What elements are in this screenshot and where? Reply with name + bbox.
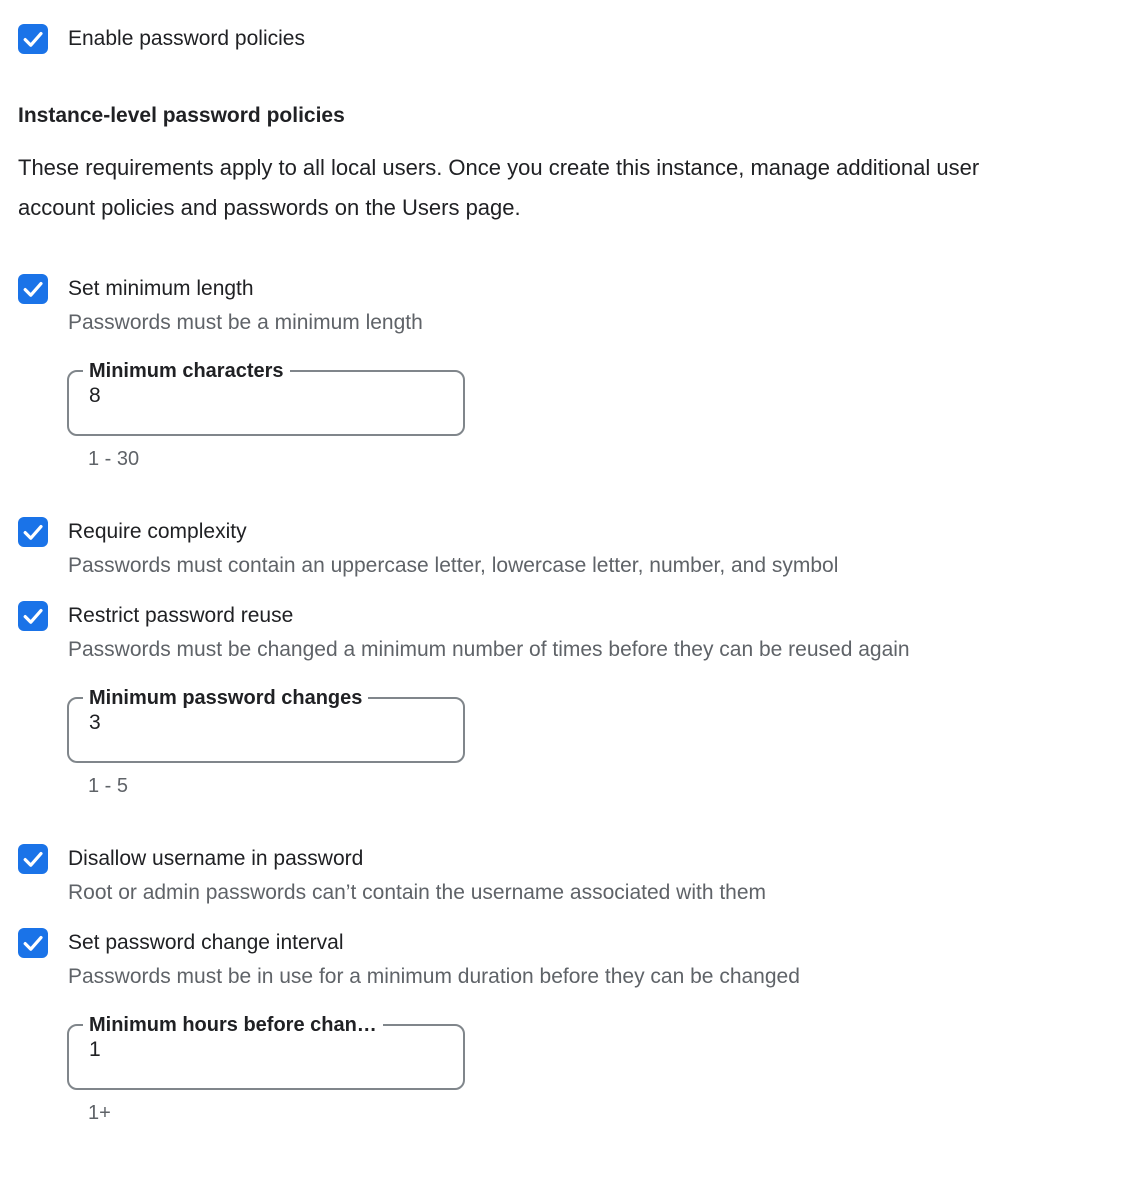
checkmark-icon [18,517,48,547]
minimum-password-changes-field-group [67,687,1104,798]
checkmark-icon [18,601,48,631]
minimum-password-changes-field-label: Minimum password changes [83,686,368,710]
minimum-hours-input[interactable] [89,1038,443,1062]
checkmark-icon [18,24,48,54]
set-minimum-length-label: Set minimum length [68,277,254,300]
disallow-username-checkbox[interactable] [18,844,48,874]
password-change-interval-checkbox[interactable] [18,928,48,958]
minimum-characters-helper: 1 - 30 [88,448,140,470]
minimum-hours-field [67,1014,465,1090]
disallow-username-description: Root or admin passwords can’t contain the username associated with them [68,881,767,904]
restrict-password-reuse-checkbox[interactable] [18,601,48,631]
minimum-hours-field-label: Minimum hours before chan… [83,1013,383,1037]
policy-require-complexity [18,517,1104,579]
policy-set-minimum-length [18,274,1104,471]
enable-password-policies-row [18,24,1104,54]
enable-password-policies-checkbox[interactable] [18,24,48,54]
set-minimum-length-description: Passwords must be a minimum length [68,311,423,334]
require-complexity-description: Passwords must contain an uppercase letter, lowercase letter, number, and symbol [68,554,839,577]
minimum-characters-field-label: Minimum characters [83,359,290,383]
policy-row [18,601,1104,631]
enable-password-policies-label: Enable password policies [68,27,305,50]
disallow-username-label: Disallow username in password [68,847,364,870]
policy-row [18,517,1104,547]
policy-password-change-interval [18,928,1104,1125]
policy-row [18,928,1104,958]
checkmark-icon [18,274,48,304]
minimum-hours-field-group [67,1014,1104,1125]
require-complexity-checkbox[interactable] [18,517,48,547]
minimum-password-changes-helper: 1 - 5 [88,775,129,797]
restrict-password-reuse-label: Restrict password reuse [68,604,294,627]
minimum-characters-field-group [67,360,1104,471]
minimum-characters-input[interactable] [89,384,443,408]
policy-row [18,844,1104,874]
password-change-interval-description: Passwords must be in use for a minimum duration before they can be changed [68,965,800,988]
policy-row [18,274,1104,304]
minimum-characters-field [67,360,465,436]
restrict-password-reuse-description: Passwords must be changed a minimum number of times before they can be reused again [68,638,910,661]
minimum-hours-helper: 1+ [88,1102,111,1124]
minimum-password-changes-field [67,687,465,763]
checkmark-icon [18,844,48,874]
minimum-password-changes-input[interactable] [89,711,443,735]
policy-disallow-username [18,844,1104,906]
checkmark-icon [18,928,48,958]
set-minimum-length-checkbox[interactable] [18,274,48,304]
policy-restrict-password-reuse [18,601,1104,798]
require-complexity-label: Require complexity [68,520,247,543]
password-change-interval-label: Set password change interval [68,931,344,954]
section-heading: Instance-level password policies [18,104,345,127]
section-description: These requirements apply to all local users. Once you create this instance, manage additional user account policies and passwords on the Users page. [18,155,980,220]
